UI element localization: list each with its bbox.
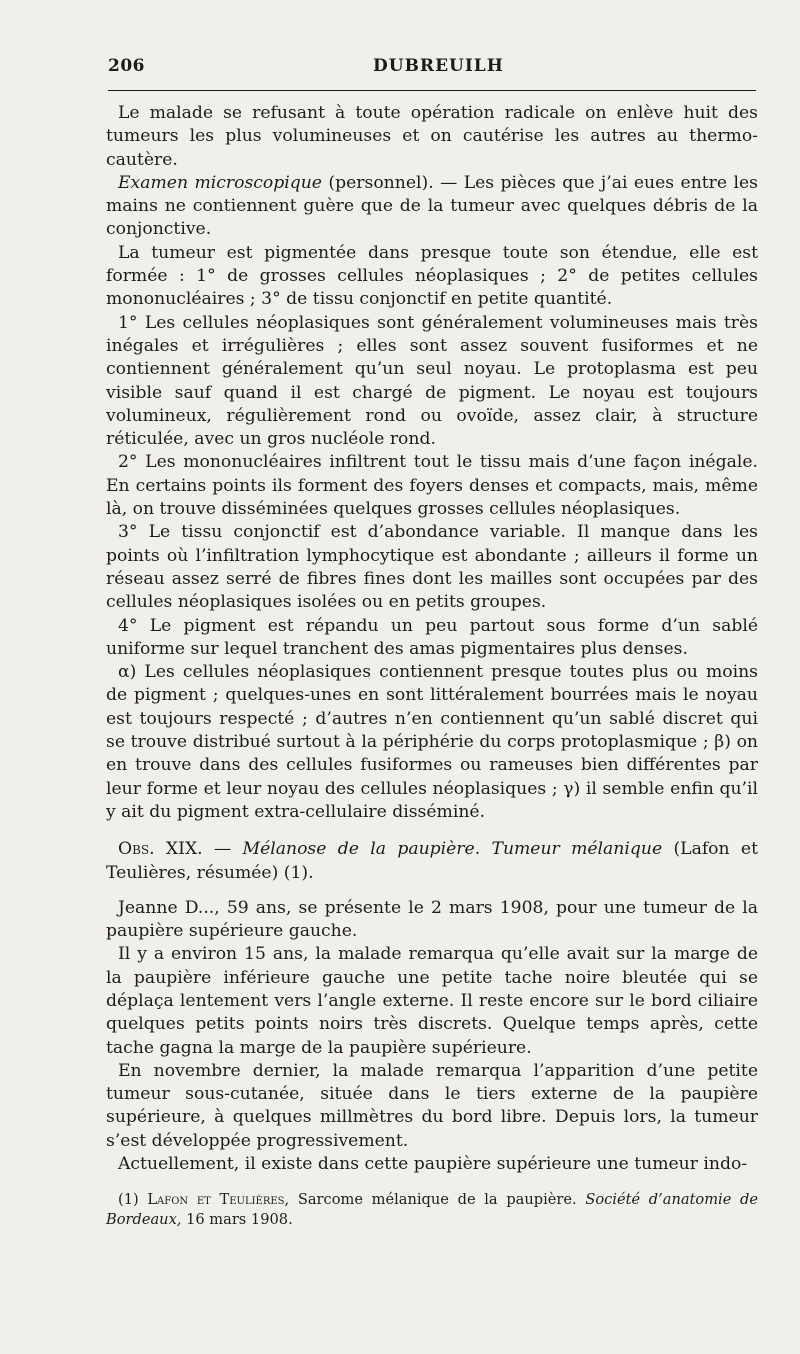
paragraph: En novembre dernier, la malade remarqua l’apparition d’une petite tumeur sous-cutanée, située dans le tiers externe de la paupière supérieure, à quelques millmètres du bord libre. Depuis lors, la tumeur s’est développée progressivement. xyxy=(106,1060,758,1151)
paragraph: Examen microscopique (personnel). — Les pièces que j’ai eues entre les mains ne contiennent guère que de la tumeur avec quelques débris de la conjonctive. xyxy=(106,172,758,240)
footnote: (1) Lafon et Teulières, Sarcome mélanique de la paupière. Société d’anatomie de Bordeaux, 16 mars 1908. xyxy=(106,1191,759,1228)
paragraph: Jeanne D..., 59 ans, se présente le 2 mars 1908, pour une tumeur de la paupière supérieure gauche. xyxy=(106,897,758,942)
paragraph: Il y a environ 15 ans, la malade remarqua qu’elle avait sur la marge de la paupière inférieure gauche une petite tache noire bleutée qui se déplaça lentement vers l’angle externe. Il reste encore sur le bord ciliaire quelques petits points noirs très discrets. Quelque temps après, cette tache gagna la marge de la paupière supérieure. xyxy=(106,944,758,1058)
observation-label: Obs. XIX. xyxy=(118,839,203,860)
italic-heading: Examen microscopique xyxy=(118,172,322,193)
paragraph: 1° Les cellules néoplasiques sont généralement volumineuses mais très inégales et irrégulières ; elles sont assez souvent fusiformes et ne contiennent généralement qu’un seul noyau. Le protoplasma est peu visible sauf quand il est chargé de pigment. Le noyau est toujours volumineux, régulièrement rond ou ovoïde, assez clair, à structure réticulée, avec un gros nucléole rond. xyxy=(106,312,758,450)
paragraph: 4° Le pigment est répandu un peu partout sous forme d’un sablé uniforme sur lequel tranchent des amas pigmentaires plus denses. xyxy=(106,615,758,659)
observation-title: Mélanose de la paupière. Tumeur mélanique xyxy=(242,839,663,860)
running-title: DUBREUILH xyxy=(373,56,504,76)
paragraph: 3° Le tissu conjonctif est d’abondance variable. Il manque dans les points où l’infiltration lymphocytique est abondante ; ailleurs il forme un réseau assez serré de fibres fines dont les mailles sont occupées par des cellules néoplasiques isolées ou en petits groupes. xyxy=(106,522,758,613)
observation-heading: Obs. XIX. — Mélanose de la paupière. Tumeur mélanique (Lafon et Teulières, résumée) (1). xyxy=(106,839,758,883)
page-header xyxy=(108,56,756,86)
paragraph: α) Les cellules néoplasiques contiennent presque toutes plus ou moins de pigment ; quelques-unes en sont littéralement bourrées mais le noyau est toujours respecté ; d’autres n’en contiennent qu’un sablé discret qui se trouve distribué surtout à la périphérie du corps protoplasmique ; β) on en trouve dans des cellules fusiformes ou rameuses bien différentes par leur forme et leur noyau des cellules néoplasiques ; γ) il semble enfin qu’il y ait du pigment extra-cellulaire disséminé. xyxy=(106,662,758,822)
footnote-journal: Société d’anatomie de Bordeaux, xyxy=(106,1191,759,1228)
header-rule xyxy=(108,90,756,91)
main-text xyxy=(106,102,758,1176)
page-number: 206 xyxy=(108,56,145,76)
paragraph: La tumeur est pigmentée dans presque toute son étendue, elle est formée : 1° de grosses cellules néoplasiques ; 2° de petites cellules mononucléaires ; 3° de tissu conjonctif en petite quantité. xyxy=(106,242,758,310)
footnote-authors: Lafon et Teulières, xyxy=(147,1191,290,1208)
paragraph: 2° Les mononucléaires infiltrent tout le tissu mais d’une façon inégale. En certains points ils forment des foyers denses et compacts, mais, même là, on trouve disséminées quelques grosses cellules néoplasiques. xyxy=(106,452,758,520)
paragraph: Actuellement, il existe dans cette paupière supérieure une tumeur indo- xyxy=(118,1154,748,1175)
paragraph: Le malade se refusant à toute opération radicale on enlève huit des tumeurs les plus volumineuses et on cautérise les autres au thermo-cautère. xyxy=(106,103,758,170)
